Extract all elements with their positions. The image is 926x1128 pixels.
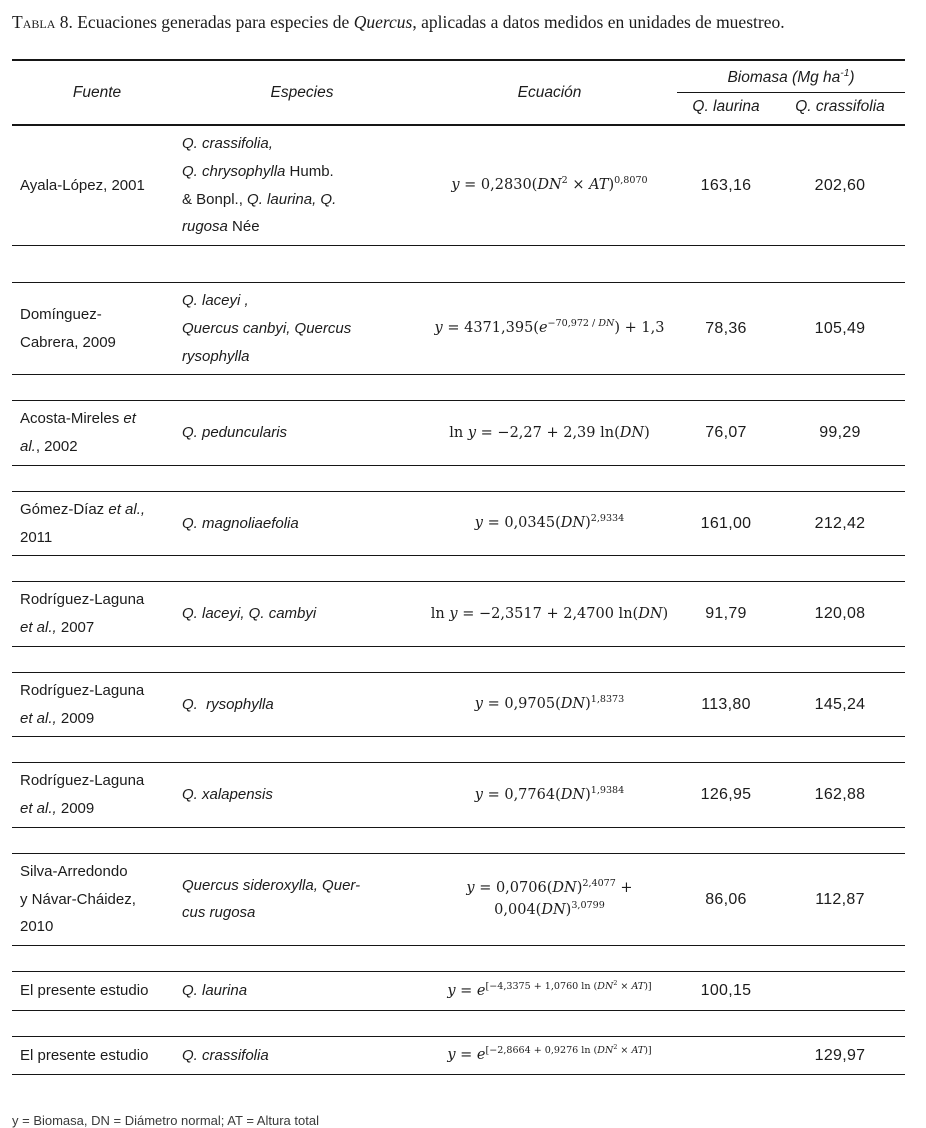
table-row (12, 971, 905, 1011)
table-row (12, 282, 905, 375)
table-row (12, 672, 905, 738)
cell-fuente: Rodríguez-Laguna et al., 2007 (20, 591, 145, 636)
table-row (12, 581, 905, 647)
table-row (12, 491, 905, 557)
cell-especies: Q. laceyi , Quercus canbyi, Quercus rysophylla (182, 292, 352, 365)
cell-biomasa-crassifolia: 145,24 (814, 695, 866, 713)
cell-biomasa-crassifolia: 129,97 (814, 1046, 866, 1064)
cell-fuente: Acosta-Mireles et al., 2002 (20, 410, 136, 455)
cell-biomasa-crassifolia: 202,60 (814, 176, 866, 194)
cell-biomasa-laurina: 76,07 (705, 424, 747, 442)
cell-ecuacion: y = e[−4,3375 + 1,0760 ln (DN2 × AT)] (447, 979, 652, 999)
cell-ecuacion: ln y = −2,27 + 2,39 ln(DN) (449, 424, 650, 441)
table-row (12, 400, 905, 466)
table-row (12, 126, 905, 246)
cell-biomasa-crassifolia: 99,29 (819, 424, 861, 442)
cell-fuente: Ayala-López, 2001 (20, 176, 145, 194)
cell-ecuacion: y = 0,7764(DN)$^{1,9384}$ (474, 784, 625, 803)
data-table (12, 59, 905, 1075)
cell-ecuacion: $y = 4371,395(e^{-70,972 / DN}) + 1,3$ (434, 318, 665, 337)
cell-especies: Q. magnoliaefolia (182, 514, 299, 532)
cell-especies: Q. peduncularis (182, 424, 288, 442)
header-biomasa-subheaders (677, 93, 905, 124)
cell-fuente: Rodríguez-Laguna et al., 2009 (20, 681, 145, 727)
cell-fuente: Rodríguez-Laguna et al., 2009 (20, 772, 145, 817)
header-q-laurina: Q. laurina (692, 98, 760, 115)
cell-biomasa-laurina: 161,00 (700, 514, 752, 532)
cell-biomasa-crassifolia: 120,08 (814, 605, 866, 623)
cell-especies: Q. xalapensis (182, 786, 273, 804)
cell-biomasa-crassifolia: 212,42 (814, 514, 866, 532)
table-header (12, 59, 905, 126)
header-fuente: Fuente (72, 83, 122, 101)
cell-biomasa-laurina: 126,95 (700, 786, 752, 804)
cell-biomasa-laurina: 113,80 (701, 695, 751, 713)
cell-especies: Quercus sideroxylla, Quer- cus rugosa (182, 876, 361, 922)
cell-ecuacion: y = 0,0706(DN)$^{2,4077}$ + 0,004(DN)$^{3,0799}$ (466, 878, 633, 919)
cell-ecuacion: ln y = −2,3517 + 2,4700 ln(DN) (430, 605, 669, 622)
cell-fuente: Domínguez- Cabrera, 2009 (20, 305, 116, 351)
table-caption: Tabla 8. Ecuaciones generadas para especies de Quercus, aplicadas a datos medidos en unidades de muestreo. (12, 12, 785, 32)
cell-especies: Q. crassifolia, Q. chrysophylla Humb. & Bonpl., Q. laurina, Q. rugosa Née (182, 135, 337, 236)
cell-biomasa-crassifolia: 112,87 (815, 890, 865, 908)
cell-biomasa-crassifolia: 105,49 (814, 319, 866, 337)
cell-biomasa-laurina: 91,79 (705, 605, 747, 623)
table-row (12, 853, 905, 946)
header-ecuacion: Ecuación (517, 83, 582, 101)
header-biomasa-group (677, 61, 905, 124)
table-body (12, 126, 905, 1075)
cell-ecuacion: y = 0,0345(DN)$^{2,9334}$ (474, 513, 625, 532)
cell-biomasa-crassifolia: 162,88 (814, 786, 866, 804)
cell-biomasa-laurina: 86,06 (705, 890, 747, 908)
cell-biomasa-laurina: 100,15 (700, 982, 752, 999)
cell-ecuacion: $y = 0,2830(DN^2 \times AT)^{0,8070}$ (451, 175, 648, 194)
cell-ecuacion: y = e[−2,8664 + 0,9276 ln (DN2 × AT)] (447, 1044, 652, 1064)
cell-especies: Q. laceyi, Q. cambyi (182, 605, 317, 623)
cell-biomasa-laurina (677, 1051, 775, 1059)
cell-especies: Q. crassifolia (182, 1046, 269, 1064)
table-row (12, 762, 905, 828)
cell-biomasa-crassifolia (775, 987, 905, 995)
header-biomasa-label: Biomasa (Mg $ha^{-1}$) (677, 61, 905, 93)
header-q-crassifolia: Q. crassifolia (795, 98, 885, 115)
cell-ecuacion: y = 0,9705(DN)$^{1,8373}$ (474, 694, 625, 713)
cell-fuente: Gómez-Díaz et al., 2011 (20, 500, 146, 546)
cell-especies: Q. laurina (182, 981, 248, 999)
table-footnote: y = Biomasa, DN = Diámetro normal; AT = Altura total (12, 1113, 319, 1128)
cell-biomasa-laurina: 163,16 (700, 176, 752, 194)
table-row (12, 1036, 905, 1076)
cell-fuente: El presente estudio (20, 1046, 149, 1064)
cell-fuente: El presente estudio (20, 981, 149, 999)
cell-biomasa-laurina: 78,36 (705, 319, 747, 337)
header-especies: Especies (270, 83, 334, 101)
cell-fuente: Silva-Arredondo y Návar-Cháidez, 2010 (20, 862, 136, 936)
cell-especies: Q. rysophylla (182, 695, 274, 713)
